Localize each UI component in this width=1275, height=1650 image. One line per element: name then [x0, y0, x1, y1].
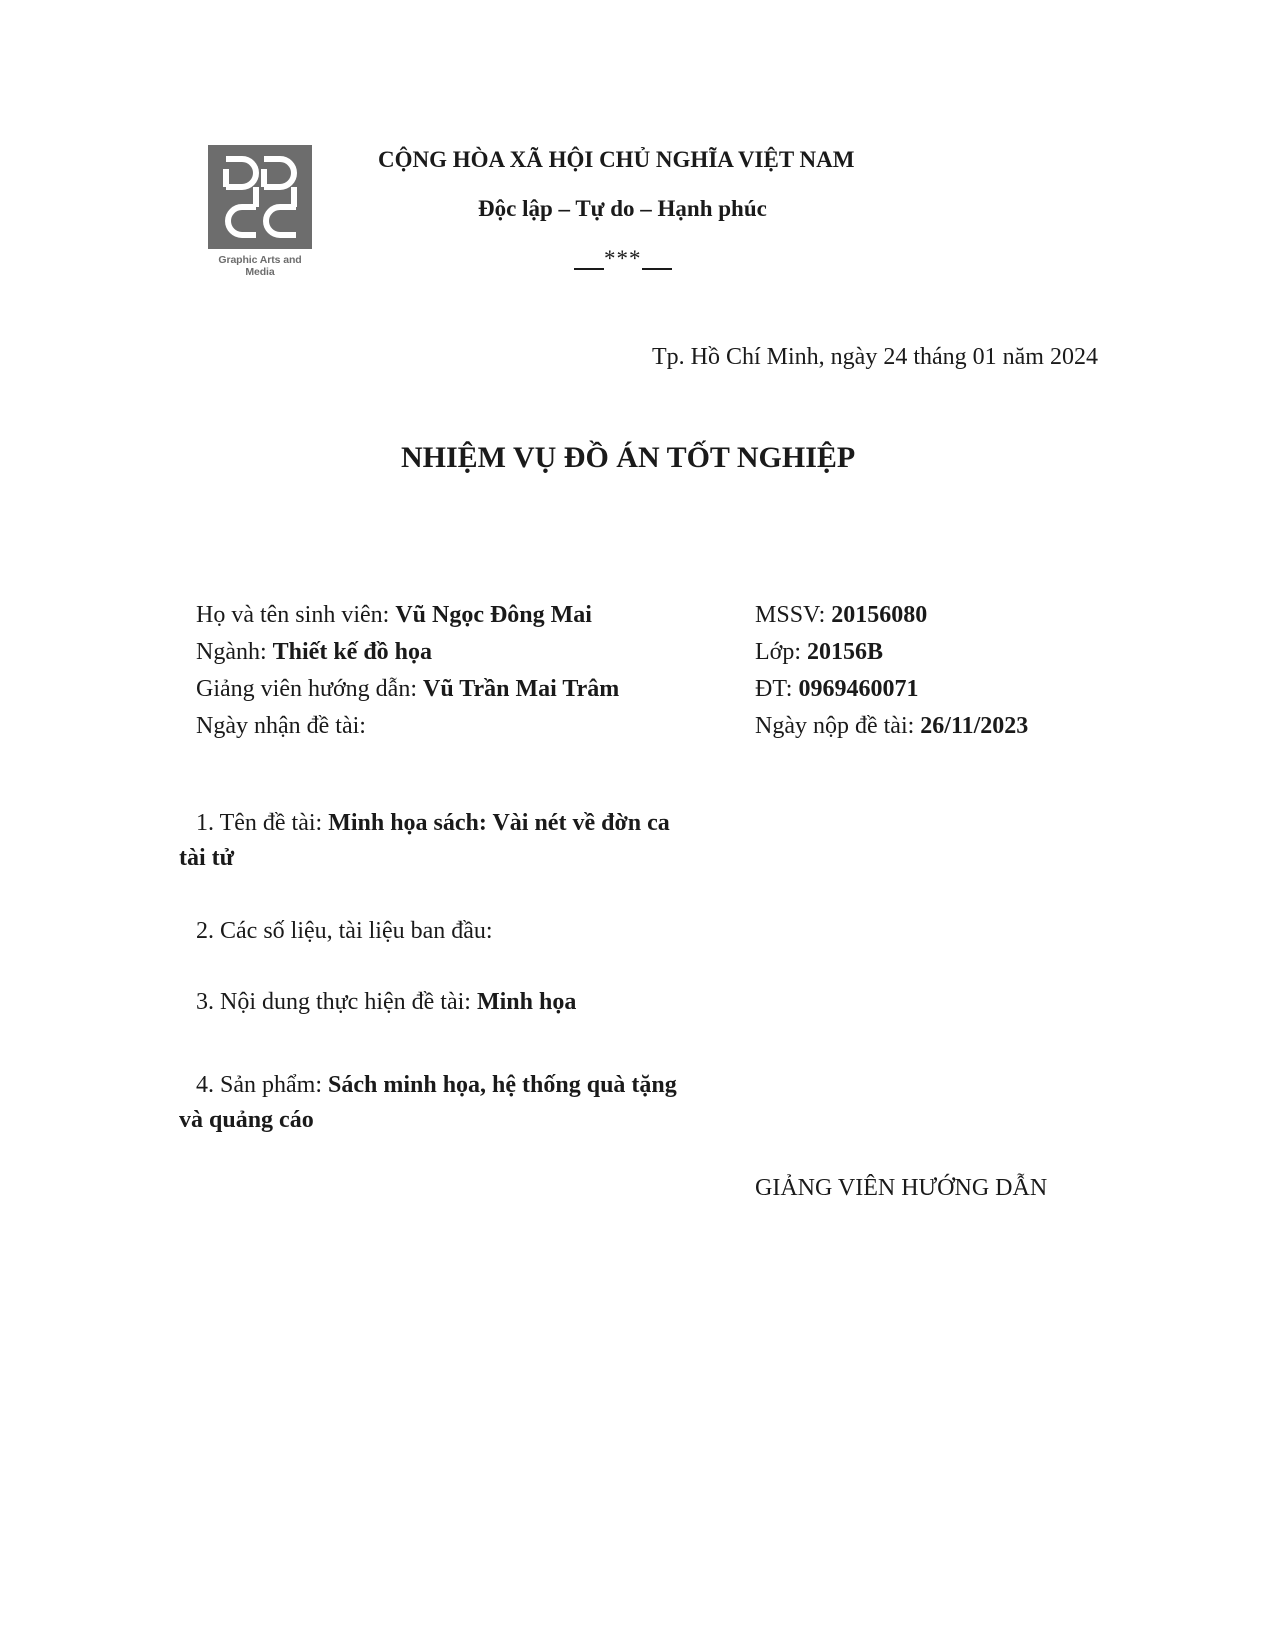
item-content-label: 3. Nội dung thực hiện đề tài: — [196, 989, 471, 1015]
item-product — [196, 1068, 677, 1103]
item-product-value: Sách minh họa, hệ thống quà tặng — [328, 1072, 677, 1098]
item-initial-data — [196, 914, 493, 949]
submit-date-value: 26/11/2023 — [920, 713, 1029, 739]
student-id-value: 20156080 — [831, 602, 928, 628]
student-id-label: MSSV: — [755, 602, 826, 628]
divider-rule-left — [574, 268, 604, 270]
item-topic-label: 1. Tên đề tài: — [196, 810, 323, 836]
advisor-value: Vũ Trần Mai Trâm — [423, 676, 620, 702]
header-divider — [574, 244, 672, 272]
student-name-label: Họ và tên sinh viên: — [196, 602, 390, 628]
signature-label: GIẢNG VIÊN HƯỚNG DẪN — [755, 1175, 1048, 1201]
student-id-row — [755, 602, 927, 629]
received-date-label: Ngày nhận đề tài: — [196, 713, 366, 739]
gam-logo-icon — [208, 145, 312, 249]
advisor-label: Giảng viên hướng dẫn: — [196, 676, 417, 702]
divider-stars: *** — [604, 246, 642, 271]
item-topic-value: Minh họa sách: Vài nét về đờn ca — [328, 810, 670, 836]
phone-row — [755, 676, 918, 703]
submit-date-label: Ngày nộp đề tài: — [755, 713, 915, 739]
item-initial-data-label: 2. Các số liệu, tài liệu ban đầu: — [196, 918, 493, 944]
item-product-label: 4. Sản phẩm: — [196, 1072, 322, 1098]
item-content-value: Minh họa — [476, 989, 577, 1015]
submit-date-row — [755, 713, 1028, 740]
major-row — [196, 639, 432, 666]
item-topic — [196, 806, 670, 841]
class-row — [755, 639, 883, 666]
phone-label: ĐT: — [755, 676, 793, 702]
divider-rule-right — [642, 268, 672, 270]
major-label: Ngành: — [196, 639, 267, 665]
date-line: Tp. Hồ Chí Minh, ngày 24 tháng 01 năm 2024 — [652, 344, 1098, 370]
received-date-row — [196, 713, 366, 740]
country-heading: CỘNG HÒA XÃ HỘI CHỦ NGHĨA VIỆT NAM — [378, 147, 855, 172]
student-name-value: Vũ Ngọc Đông Mai — [395, 602, 592, 628]
class-value: 20156B — [807, 639, 884, 665]
advisor-row — [196, 676, 619, 703]
item-topic-value-cont: tài tử — [179, 845, 235, 871]
class-label: Lớp: — [755, 639, 802, 665]
logo-caption: Graphic Arts and Media — [218, 254, 302, 278]
motto-heading: Độc lập – Tự do – Hạnh phúc — [478, 196, 767, 221]
item-product-value-cont: và quảng cáo — [179, 1107, 314, 1133]
page-title: NHIỆM VỤ ĐỒ ÁN TỐT NGHIỆP — [401, 441, 856, 474]
student-name-row — [196, 602, 592, 629]
phone-value: 0969460071 — [798, 676, 919, 702]
major-value: Thiết kế đồ họa — [272, 639, 433, 665]
item-content — [196, 985, 576, 1020]
